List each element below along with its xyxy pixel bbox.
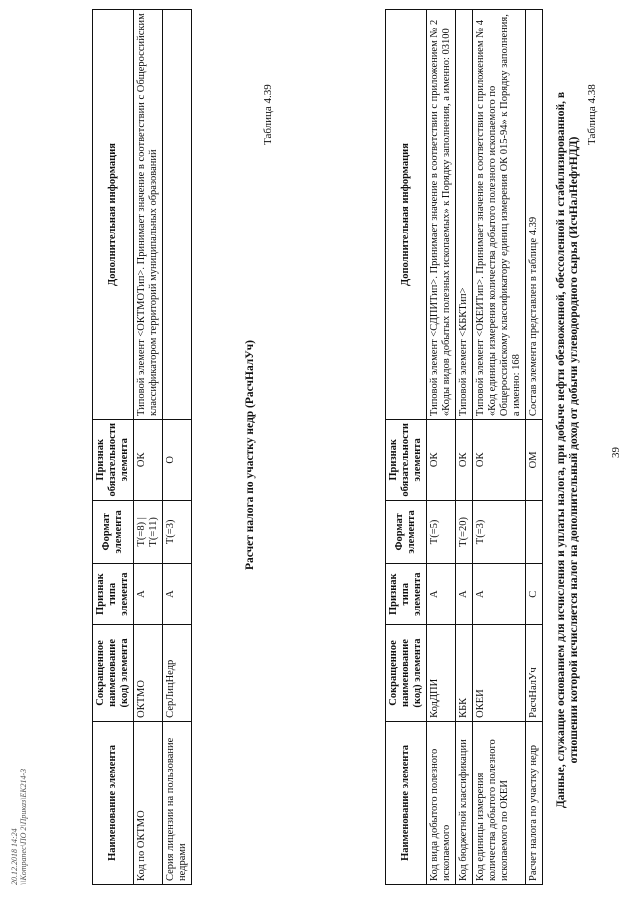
cell-info: Типовой элемент <КБКТип>	[456, 10, 473, 420]
cell-type: С	[526, 564, 543, 625]
table-4-39-number: Таблица 4.39	[262, 84, 274, 145]
header-element-type: Признак типа элемента	[386, 564, 427, 625]
cell-type: А	[456, 564, 473, 625]
cell-required: ОК	[134, 420, 163, 501]
cell-required: ОК	[456, 420, 473, 501]
cell-code: КБК	[456, 625, 473, 722]
header-element-info: Дополнительная информация	[93, 10, 134, 420]
header-element-required: Признак обязательности элемента	[386, 420, 427, 501]
cell-info: Типовой элемент <СДПИТип>. Принимает значение в соответствии с приложением № 2 «Коды видов добытых полезных ископаемых» к Порядку заполнения, а именно: 03100	[427, 10, 456, 420]
cell-type: А	[134, 564, 163, 625]
cell-code: СерЛицНедр	[163, 625, 192, 722]
cell-code: ОКТМО	[134, 625, 163, 722]
header-element-code: Сокращенное наименование (код) элемента	[386, 625, 427, 722]
cell-info: Состав элемента представлен в таблице 4.39	[526, 10, 543, 420]
cell-code: РасчНалУч	[526, 625, 543, 722]
cell-type: А	[427, 564, 456, 625]
file-stamp	[10, 769, 28, 885]
cell-info: Типовой элемент <ОКТМОТип>. Принимает значение в соответствии с Общероссийским классификатором территорий муниципальных образований	[134, 10, 163, 420]
table-4-38-title	[555, 15, 581, 885]
header-element-name: Наименование элемента	[93, 721, 134, 884]
cell-name: Серия лицензии на пользование недрами	[163, 721, 192, 884]
cell-format: Т(=3)	[163, 500, 192, 564]
table-header-row	[386, 10, 427, 885]
table-row	[456, 10, 473, 885]
cell-info	[163, 10, 192, 420]
header-element-name: Наименование элемента	[386, 721, 427, 884]
header-element-code: Сокращенное наименование (код) элемента	[93, 625, 134, 722]
header-element-info: Дополнительная информация	[386, 10, 427, 420]
table-4-39	[92, 9, 192, 885]
cell-format: Т(=5)	[427, 500, 456, 564]
table-4-38	[385, 9, 543, 885]
header-element-required: Признак обязательности элемента	[93, 420, 134, 501]
cell-required: ОК	[427, 420, 456, 501]
cell-name: Код по ОКТМО	[134, 721, 163, 884]
table-4-38-title-line2: отношении которой исчисляется налог на дополнительный доход от добычи углеводородного сырья (ИсчНалНефтНДД)	[568, 136, 580, 764]
cell-required: ОМ	[526, 420, 543, 501]
cell-info: Типовой элемент <ОКЕИТип>. Принимает значение в соответствии с приложением № 4 «Код единицы измерения количества добытого полезного ископаемого по Общероссийскому классификатору единиц измерения ОК 015-94» к Порядку заполнения, а именно: 168	[473, 10, 526, 420]
table-row	[163, 10, 192, 885]
table-header-row	[93, 10, 134, 885]
cell-type: А	[473, 564, 526, 625]
stamp-datetime: 20.12.2018 14:24	[10, 828, 19, 885]
cell-name: Код единицы измерения количества добытого полезного ископаемого по ОКЕИ	[473, 721, 526, 884]
cell-format	[526, 500, 543, 564]
table-4-39-title: Расчет налога по участку недр (РасчНалУч)	[244, 340, 256, 570]
cell-code: КодДПИ	[427, 625, 456, 722]
header-element-type: Признак типа элемента	[93, 564, 134, 625]
header-element-format: Формат элемента	[93, 500, 134, 564]
table-row	[473, 10, 526, 885]
cell-format: Т(=3)	[473, 500, 526, 564]
cell-name: Код вида добытого полезного ископаемого	[427, 721, 456, 884]
cell-required: ОК	[473, 420, 526, 501]
header-element-format: Формат элемента	[386, 500, 427, 564]
cell-name: Код бюджетной классификации	[456, 721, 473, 884]
cell-format: Т(=20)	[456, 500, 473, 564]
cell-name: Расчет налога по участку недр	[526, 721, 543, 884]
table-row	[427, 10, 456, 885]
cell-code: ОКЕИ	[473, 625, 526, 722]
cell-required: О	[163, 420, 192, 501]
table-row	[134, 10, 163, 885]
page-number: 39	[610, 447, 622, 458]
table-row	[526, 10, 543, 885]
table-4-38-number: Таблица 4.38	[586, 84, 598, 145]
cell-type: А	[163, 564, 192, 625]
table-4-38-title-line1: Данные, служащие основанием для исчисления и уплаты налога, при добыче нефти обезвоженной, обессоленной и стабилизированной, в	[555, 91, 567, 809]
stamp-path: \\Kompanec\ПО 2\Приказ\ЕК214-3	[19, 768, 28, 885]
cell-format: Т(=8) | Т(=11)	[134, 500, 163, 564]
